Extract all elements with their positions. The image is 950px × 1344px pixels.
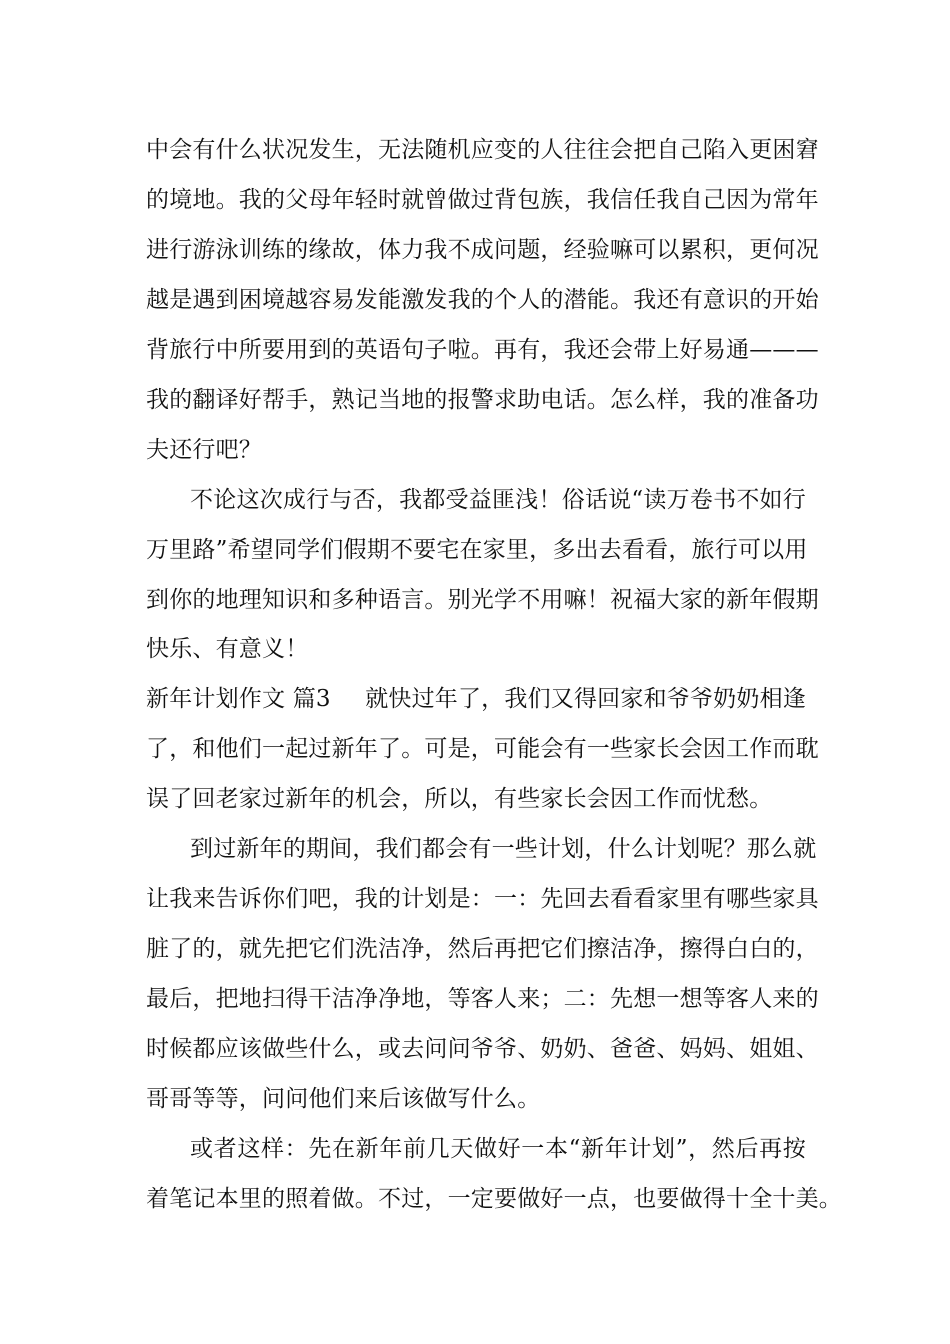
paragraph-line: 就快过年了，我们又得回家和爷爷奶奶相逢 — [365, 686, 806, 712]
paragraph-line: 我的翻译好帮手，熟记当地的报警求助电话。怎么样，我的准备功 — [146, 387, 819, 413]
paragraph-line: 让我来告诉你们吧，我的计划是：一：先回去看看家里有哪些家具 — [146, 886, 819, 912]
paragraph-line: 了，和他们一起过新年了。可是，可能会有一些家长会因工作而耽 — [146, 736, 819, 762]
paragraph-line: 的境地。我的父母年轻时就曾做过背包族，我信任我自己因为常年 — [146, 187, 819, 213]
paragraph-line: 最后，把地扫得干洁净净地，等客人来；二：先想一想等客人来的 — [146, 986, 819, 1012]
paragraph-line: 越是遇到困境越容易发能激发我的个人的潜能。我还有意识的开始 — [146, 287, 819, 313]
section-title: 新年计划作文 篇3 — [146, 686, 331, 712]
paragraph-line: 中会有什么状况发生，无法随机应变的人往往会把自己陷入更困窘 — [146, 137, 819, 163]
paragraph-line: 到你的地理知识和多种语言。别光学不用嘛！祝福大家的新年假期 — [146, 587, 819, 613]
paragraph-line: 进行游泳训练的缘故，体力我不成问题，经验嘛可以累积，更何况 — [146, 237, 819, 263]
paragraph-line: 时候都应该做些什么，或去问问爷爷、奶奶、爸爸、妈妈、姐姐、 — [146, 1036, 819, 1062]
paragraph-line: 万里路”希望同学们假期不要宅在家里，多出去看看，旅行可以用 — [146, 537, 808, 563]
paragraph-line: 哥哥等等，问问他们来后该做写什么。 — [146, 1086, 541, 1112]
paragraph-line: 着笔记本里的照着做。不过，一定要做好一点，也要做得十全十美。 — [146, 1186, 842, 1212]
paragraph-line: 不论这次成行与否，我都受益匪浅！俗话说“读万卷书不如行 — [190, 487, 806, 513]
paragraph-line: 背旅行中所要用到的英语句子啦。再有，我还会带上好易通——— — [146, 337, 819, 363]
tab-spacer — [326, 684, 365, 714]
paragraph-line: 脏了的，就先把它们洗洁净，然后再把它们擦洁净，擦得白白的， — [146, 936, 819, 962]
paragraph-line: 或者这样：先在新年前几天做好一本“新年计划”，然后再按 — [190, 1136, 806, 1162]
paragraph-line: 到过新年的期间，我们都会有一些计划，什么计划呢？那么就 — [190, 836, 817, 862]
paragraph-line: 快乐、有意义！ — [146, 636, 309, 662]
paragraph-line: 误了回老家过新年的机会，所以，有些家长会因工作而忧愁。 — [146, 786, 773, 812]
section-heading-line — [146, 684, 806, 714]
paragraph-line: 夫还行吧？ — [146, 437, 262, 463]
